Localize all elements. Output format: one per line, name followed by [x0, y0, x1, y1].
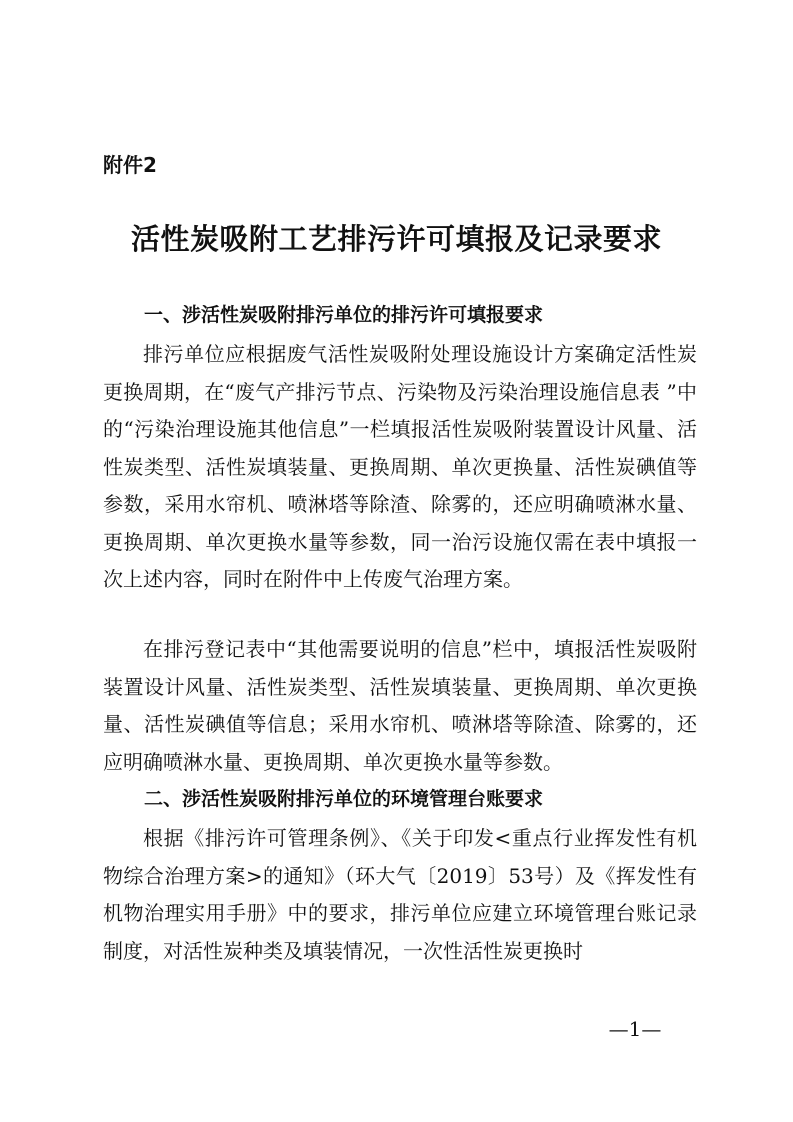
section-1-heading: 一、涉活性炭吸附排污单位的排污许可填报要求 [144, 304, 544, 326]
page-number: —1— [608, 1017, 662, 1041]
section-1-paragraph-2: 在排污登记表中“其他需要说明的信息”栏中，填报活性炭吸附装置设计风量、活性炭类型、活性炭填装量、更换周期、单次更换量、活性炭碘值等信息；采用水帘机、喷淋塔等除渣、除雾的，还应明确喷淋水量、更换周期、单次更换水量等参数。 [103, 637, 697, 774]
attachment-label: 附件2 [103, 153, 157, 177]
document-title: 活性炭吸附工艺排污许可填报及记录要求 [130, 222, 662, 256]
section-1-paragraph-1: 排污单位应根据废气活性炭吸附处理设施设计方案确定活性炭更换周期，在“废气产排污节点、污染物及污染治理设施信息表 ”中的“污染治理设施其他信息”一栏填报活性炭吸附装置设计风量、活性炭类型、活性炭填装量、更换周期、单次更换量、活性炭碘值等参数，采用水帘机、喷淋塔等除渣、除雾的，还应明确喷淋水量、更换周期、单次更换水量等参数，同一治污设施仅需在表中填报一次上述内容，同时在附件中上传废气治理方案。 [103, 342, 697, 591]
section-2-paragraph-1: 根据《排污许可管理条例》、《关于印发<重点行业挥发性有机物综合治理方案>的通知》（环大气〔2019〕53号）及《挥发性有机物治理实用手册》中的要求，排污单位应建立环境管理台账记录制度，对活性炭种类及填装情况，一次性活性炭更换时 [103, 826, 697, 963]
section-2-heading: 二、涉活性炭吸附排污单位的环境管理台账要求 [144, 788, 544, 810]
